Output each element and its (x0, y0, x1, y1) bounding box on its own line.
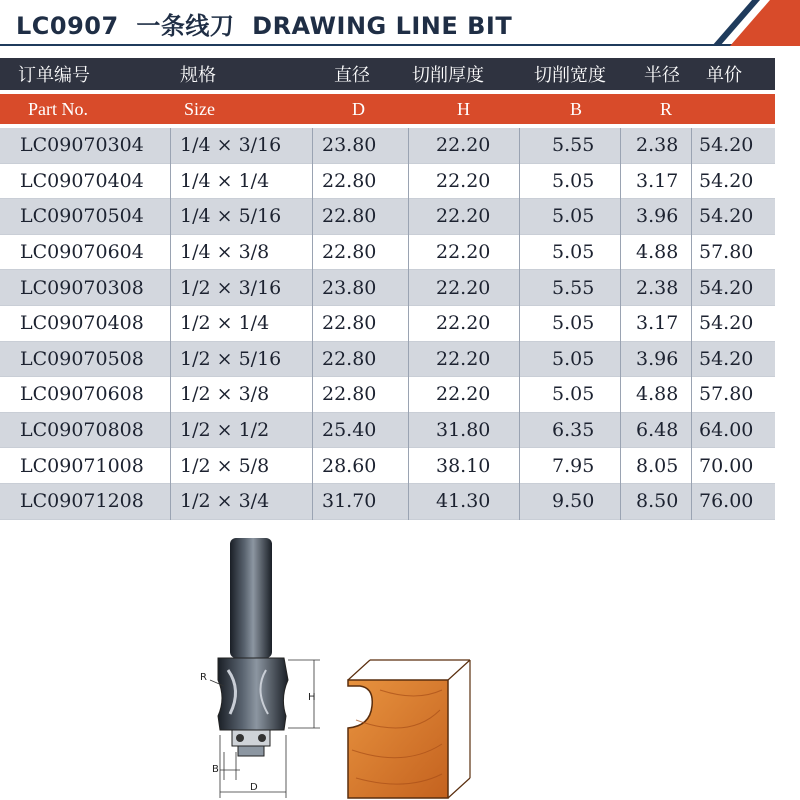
cell-d: 23.80 (322, 134, 377, 157)
cell-b: 9.50 (552, 490, 595, 513)
cell-r: 3.17 (636, 312, 679, 335)
cell-part-no: LC09070408 (20, 312, 144, 335)
cell-r: 2.38 (636, 134, 679, 157)
cell-b: 6.35 (552, 419, 595, 442)
diagram-label-r: R (200, 672, 207, 683)
header-en-part-no: Part No. (28, 98, 88, 119)
cell-price: 57.80 (699, 383, 754, 406)
table-row (0, 484, 775, 520)
cell-part-no: LC09070604 (20, 241, 144, 264)
cell-h: 22.20 (436, 347, 491, 370)
cell-r: 8.50 (636, 490, 679, 513)
cell-h: 41.30 (436, 490, 491, 513)
cell-h: 38.10 (436, 454, 491, 477)
cell-price: 54.20 (699, 205, 754, 228)
cell-d: 23.80 (322, 276, 377, 299)
table-row (0, 306, 775, 342)
cell-r: 3.96 (636, 347, 679, 370)
header-cn-size: 规格 (180, 65, 216, 86)
cell-size: 1/2 × 5/16 (180, 347, 282, 370)
cell-b: 5.05 (552, 205, 595, 228)
header-cn-b: 切削宽度 (534, 65, 606, 86)
cell-r: 4.88 (636, 241, 679, 264)
header-cn-h: 切削厚度 (412, 65, 484, 86)
router-bit-diagram (180, 530, 490, 800)
cell-h: 22.20 (436, 134, 491, 157)
table-row (0, 128, 775, 164)
cell-d: 31.70 (322, 490, 377, 513)
header-cn-part-no: 订单编号 (18, 65, 90, 86)
cell-part-no: LC09070404 (20, 169, 144, 192)
table-row (0, 377, 775, 413)
cell-size: 1/2 × 3/8 (180, 383, 270, 406)
cell-b: 5.55 (552, 134, 595, 157)
table-row (0, 235, 775, 271)
cell-b: 5.05 (552, 169, 595, 192)
title-cn: 一条线刀 (136, 12, 235, 40)
header-cn-r: 半径 (644, 65, 680, 86)
cell-price: 54.20 (699, 276, 754, 299)
cell-price: 54.20 (699, 312, 754, 335)
cell-size: 1/2 × 1/4 (180, 312, 270, 335)
cell-b: 5.05 (552, 347, 595, 370)
cell-b: 7.95 (552, 454, 595, 477)
column-divider (170, 128, 171, 520)
column-divider (408, 128, 409, 520)
header-cn-price: 单价 (706, 65, 742, 86)
cell-size: 1/4 × 5/16 (180, 205, 282, 228)
header-en-b: B (570, 98, 583, 119)
cell-price: 64.00 (699, 419, 754, 442)
cell-part-no: LC09070808 (20, 419, 144, 442)
diagram-label-d: D (250, 782, 258, 793)
cell-size: 1/2 × 5/8 (180, 454, 270, 477)
cell-size: 1/4 × 3/8 (180, 241, 270, 264)
header-en-h: H (457, 98, 470, 119)
cell-price: 54.20 (699, 347, 754, 370)
cell-h: 22.20 (436, 241, 491, 264)
diagram-label-b: B (212, 764, 219, 775)
table-row (0, 448, 775, 484)
title-bar (0, 0, 800, 46)
cell-h: 22.20 (436, 205, 491, 228)
cell-d: 28.60 (322, 454, 377, 477)
cell-price: 54.20 (699, 169, 754, 192)
title-code: LC0907 (16, 12, 119, 40)
column-divider (620, 128, 621, 520)
header-cn-d: 直径 (334, 65, 370, 86)
cell-b: 5.05 (552, 383, 595, 406)
cell-part-no: LC09070308 (20, 276, 144, 299)
cell-b: 5.55 (552, 276, 595, 299)
header-row-en (0, 94, 775, 124)
cell-h: 22.20 (436, 383, 491, 406)
cell-size: 1/4 × 3/16 (180, 134, 282, 157)
cell-d: 22.80 (322, 347, 377, 370)
cell-part-no: LC09071208 (20, 490, 144, 513)
cell-d: 22.80 (322, 312, 377, 335)
table-row (0, 413, 775, 449)
title-corner-decoration (690, 0, 800, 46)
cell-r: 3.17 (636, 169, 679, 192)
cell-price: 76.00 (699, 490, 754, 513)
column-divider (519, 128, 520, 520)
cell-d: 22.80 (322, 205, 377, 228)
cell-part-no: LC09070508 (20, 347, 144, 370)
column-divider (691, 128, 692, 520)
cell-r: 6.48 (636, 419, 679, 442)
cell-h: 31.80 (436, 419, 491, 442)
cell-price: 54.20 (699, 134, 754, 157)
cell-part-no: LC09071008 (20, 454, 144, 477)
cell-h: 22.20 (436, 169, 491, 192)
cell-r: 3.96 (636, 205, 679, 228)
cell-r: 4.88 (636, 383, 679, 406)
cell-price: 57.80 (699, 241, 754, 264)
table-row (0, 270, 775, 306)
header-en-r: R (660, 98, 673, 119)
cell-b: 5.05 (552, 312, 595, 335)
cell-r: 2.38 (636, 276, 679, 299)
cell-size: 1/2 × 3/4 (180, 490, 270, 513)
product-table (0, 128, 775, 520)
cell-b: 5.05 (552, 241, 595, 264)
table-row (0, 199, 775, 235)
cell-d: 22.80 (322, 383, 377, 406)
header-en-d: D (352, 98, 365, 119)
cell-r: 8.05 (636, 454, 679, 477)
cell-h: 22.20 (436, 312, 491, 335)
cell-d: 22.80 (322, 241, 377, 264)
cell-d: 25.40 (322, 419, 377, 442)
table-row (0, 342, 775, 378)
table-row (0, 164, 775, 200)
cell-size: 1/4 × 1/4 (180, 169, 270, 192)
cell-h: 22.20 (436, 276, 491, 299)
header-en-size: Size (184, 98, 215, 119)
router-bit-illustration (180, 530, 490, 800)
diagram-label-h: H (308, 692, 316, 703)
title-en: DRAWING LINE BIT (252, 12, 513, 40)
cell-size: 1/2 × 1/2 (180, 419, 270, 442)
column-divider (312, 128, 313, 520)
cell-price: 70.00 (699, 454, 754, 477)
cell-size: 1/2 × 3/16 (180, 276, 282, 299)
page-title (16, 6, 512, 41)
cell-part-no: LC09070504 (20, 205, 144, 228)
cell-part-no: LC09070304 (20, 134, 144, 157)
cell-part-no: LC09070608 (20, 383, 144, 406)
header-row-cn (0, 58, 775, 90)
cell-d: 22.80 (322, 169, 377, 192)
